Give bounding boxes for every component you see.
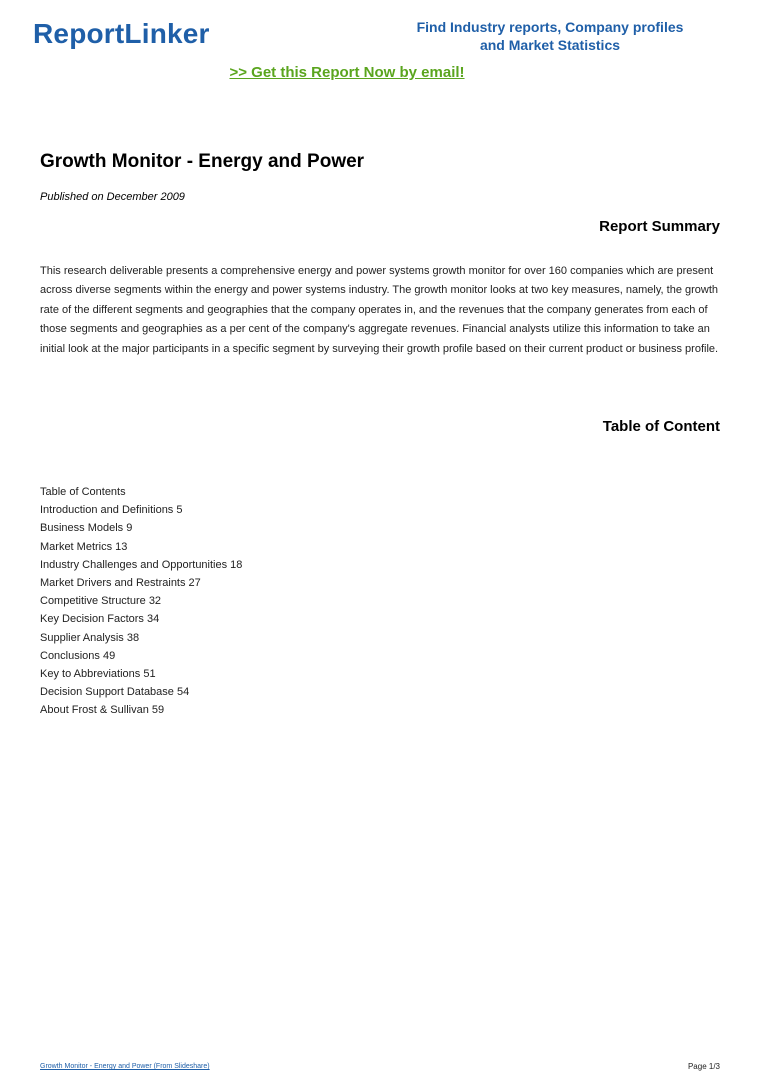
reportlinker-logo[interactable]: ReportLinker xyxy=(33,18,210,49)
toc-item: Decision Support Database 54 xyxy=(40,686,190,699)
toc-item: Introduction and Definitions 5 xyxy=(40,504,183,517)
published-date: Published on December 2009 xyxy=(40,191,185,203)
toc-item: Business Models 9 xyxy=(40,522,133,535)
tagline-line-2: and Market Statistics xyxy=(479,37,621,53)
toc-item: Table of Contents xyxy=(40,486,126,498)
toc-item: Competitive Structure 32 xyxy=(40,595,162,608)
toc-item: Industry Challenges and Opportunities 18 xyxy=(40,558,243,571)
toc-item: Market Metrics 13 xyxy=(40,540,128,553)
report-summary-text: This research deliverable presents a comprehensive energy and power systems growth monitor for over 160 companies which are present across diverse segments within the energy and power systems industry. The growth monitor looks at two key measures, namely, the growth rate of the different segments and geographies that the company operates in, and the revenues that the company generates from each of those segments and geographies as a per cent of the company's aggregate revenues. Financial analysts utilize this information to take an initial look at the major participants in a specific segment by surveying their growth profile based on their current product or business profile. xyxy=(40,265,719,355)
report-title: Growth Monitor - Energy and Power xyxy=(40,151,365,172)
toc-item: About Frost & Sullivan 59 xyxy=(40,704,165,717)
page-number: Page 1/3 xyxy=(687,1062,720,1071)
get-report-email-link[interactable]: >> Get this Report Now by email! xyxy=(229,64,465,81)
report-summary-heading: Report Summary xyxy=(599,218,720,235)
footer-source-link[interactable]: Growth Monitor - Energy and Power (From Slideshare) xyxy=(40,1063,210,1070)
toc-item: Conclusions 49 xyxy=(40,649,116,662)
toc-item: Market Drivers and Restraints 27 xyxy=(40,577,201,590)
toc-item: Key Decision Factors 34 xyxy=(40,613,160,626)
toc-list xyxy=(40,483,242,720)
toc-item: Supplier Analysis 38 xyxy=(40,631,140,644)
toc-item: Key to Abbreviations 51 xyxy=(40,668,156,681)
header-tagline xyxy=(400,18,700,54)
table-of-content-heading: Table of Content xyxy=(602,418,720,435)
tagline-line-1: Find Industry reports, Company profiles xyxy=(416,19,684,35)
